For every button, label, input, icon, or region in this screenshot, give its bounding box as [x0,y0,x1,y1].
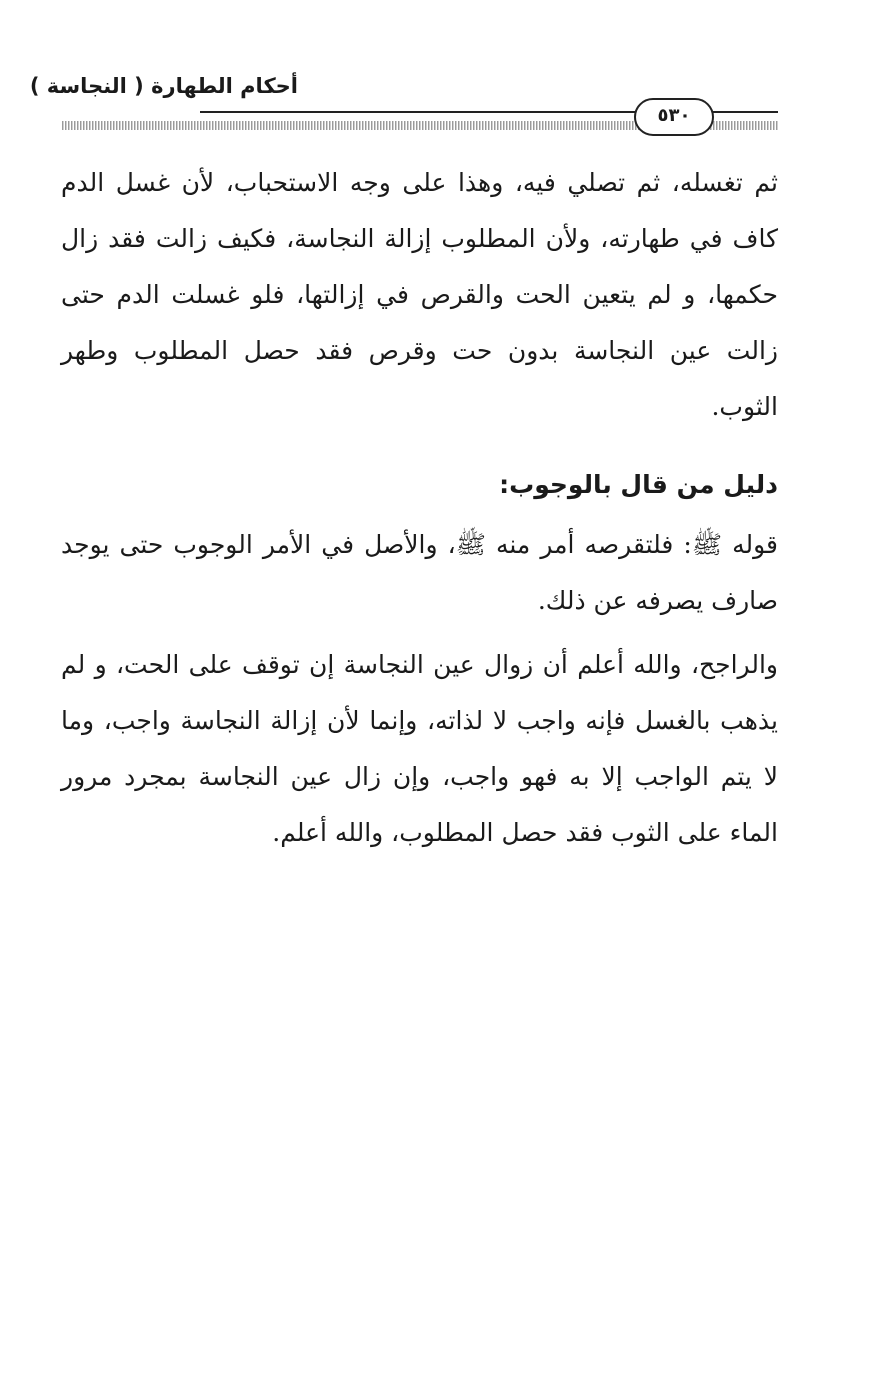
paragraph-rajih: والراجح، والله أعلم أن زوال عين النجاسة إن توقف على الحت، و لم يذهب بالغسل فإنه واجب لا لذاته، وإنما لأن إزالة النجاسة واجب، وما لا يتم الواجب إلا به فهو واجب، وإن زال عين النجاسة بمجرد مرور الماء على الثوب فقد حصل المطلوب، والله أعلم. [61,650,778,847]
paragraph-evidence: قوله ﷺ: فلتقرصه أمر منه ﷺ، والأصل في الأمر الوجوب حتى يوجد صارف يصرفه عن ذلك. [61,530,778,615]
page-number-badge: ٥٣٠ [634,98,714,136]
running-header-title: أحكام الطهارة ( النجاسة ) [29,74,298,98]
page-body [61,155,778,861]
paragraph-spacer [61,629,778,637]
paragraph-istihbab: ثم تغسله، ثم تصلي فيه، وهذا على وجه الاستحباب، لأن غسل الدم كاف في طهارته، ولأن المطلوب إزالة النجاسة، فكيف زالت فقد زال حكمها، و لم يتعين الحت والقرص في إزالتها، فلو غسلت الدم حتى زالت عين النجاسة بدون حت وقرص فقد حصل المطلوب وطهر الثوب. [61,168,778,421]
section-heading-wujub: دليل من قال بالوجوب: [499,470,778,499]
